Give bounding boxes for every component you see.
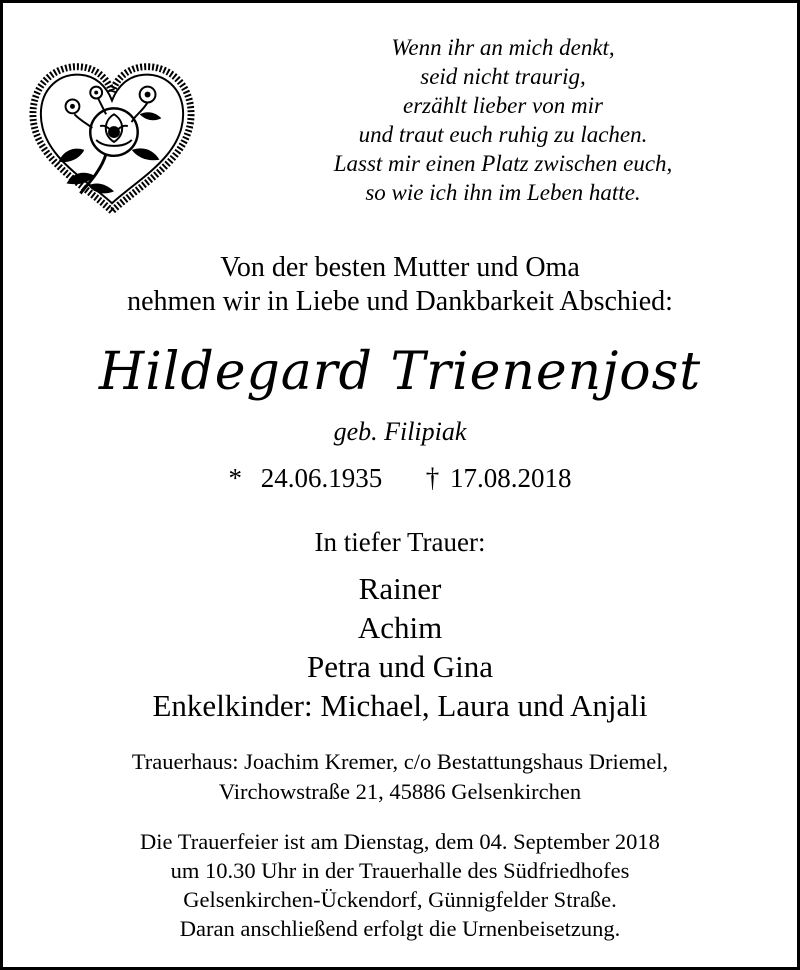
poem-line: und traut euch ruhig zu lachen. xyxy=(358,122,648,147)
ceremony-line: um 10.30 Uhr in der Trauerhalle des Südfriedhofes xyxy=(170,858,630,883)
intro-line: nehmen wir in Liebe und Dankbarkeit Abschied: xyxy=(127,286,673,317)
birth-date: 24.06.1935 xyxy=(260,463,383,493)
intro-line: Von der besten Mutter und Oma xyxy=(220,252,580,283)
mourning-label: In tiefer Trauer: xyxy=(314,527,486,557)
address-line: Trauerhaus: Joachim Kremer, c/o Bestattungshaus Driemel, xyxy=(131,749,669,774)
family-member: Rainer xyxy=(358,571,442,606)
poem xyxy=(243,33,763,207)
deceased-name: Hildegard Trienenjost xyxy=(98,342,702,402)
life-dates xyxy=(3,461,797,495)
mourning-house-address xyxy=(3,747,797,807)
intro-text xyxy=(3,251,797,319)
poem-line: seid nicht traurig, xyxy=(420,64,586,89)
poem-line: erzählt lieber von mir xyxy=(403,93,603,118)
family-list xyxy=(3,569,797,725)
poem-line: Lasst mir einen Platz zwischen euch, xyxy=(333,151,673,176)
poem-line: so wie ich ihn im Leben hatte. xyxy=(365,180,641,205)
ceremony-details xyxy=(3,827,797,943)
family-member: Achim xyxy=(357,610,443,645)
poem-line: Wenn ihr an mich denkt, xyxy=(391,35,615,60)
birth-symbol: * xyxy=(228,463,242,493)
birth-name: geb. Filipiak xyxy=(333,417,467,446)
address-line: Virchowstraße 21, 45886 Gelsenkirchen xyxy=(218,779,582,804)
death-symbol: † xyxy=(425,463,440,493)
ceremony-line: Gelsenkirchen-Ückendorf, Günnigfelder Straße. xyxy=(183,887,617,912)
ceremony-line: Die Trauerfeier ist am Dienstag, dem 04. September 2018 xyxy=(140,829,660,854)
death-date: 17.08.2018 xyxy=(450,463,572,493)
family-member: Enkelkinder: Michael, Laura und Anjali xyxy=(152,688,648,723)
family-member: Petra und Gina xyxy=(307,649,493,684)
heart-with-roses-icon xyxy=(23,55,201,223)
ceremony-line: Daran anschließend erfolgt die Urnenbeisetzung. xyxy=(179,916,621,941)
